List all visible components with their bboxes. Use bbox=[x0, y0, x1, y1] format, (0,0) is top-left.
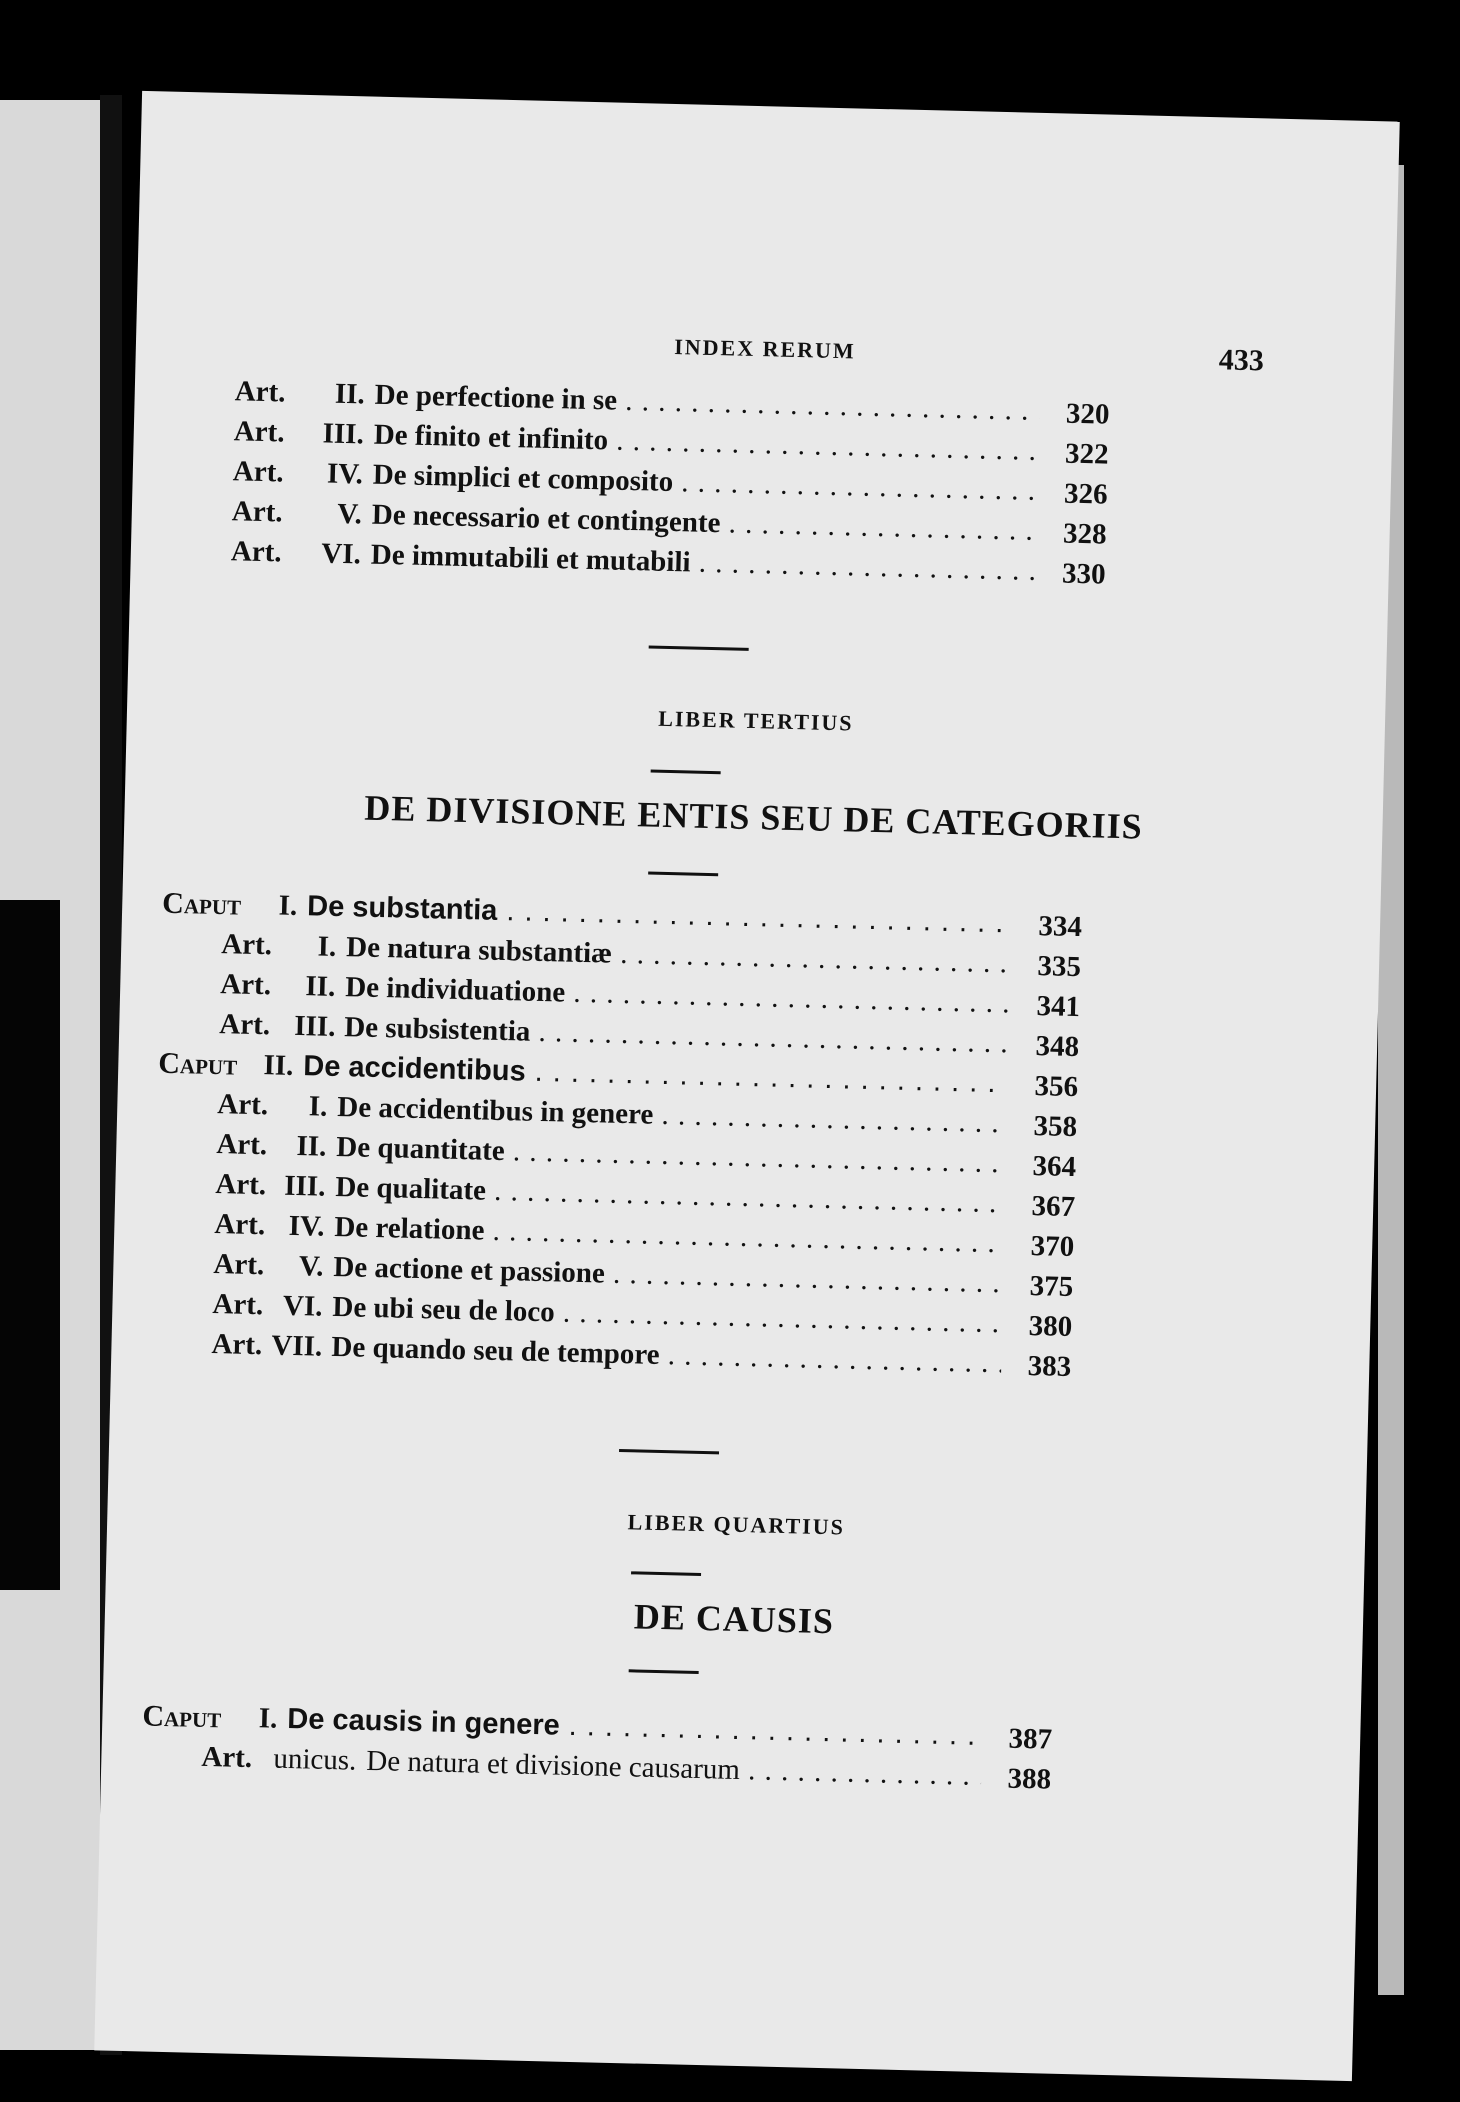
entry-number: II. bbox=[296, 1130, 327, 1163]
entry-number: V. bbox=[298, 1250, 324, 1283]
entry-page: 358 bbox=[1033, 1110, 1078, 1144]
entry-page: 341 bbox=[1036, 990, 1081, 1024]
entry-label: Art. bbox=[230, 535, 283, 569]
left-page-edge bbox=[0, 100, 108, 2050]
entry-number: VII. bbox=[271, 1329, 323, 1363]
entry-number: I. bbox=[317, 930, 337, 963]
entry-title: De subsistentia . . . bbox=[344, 1011, 1010, 1060]
entry-label: Art. bbox=[234, 375, 286, 409]
entry-number: IV. bbox=[288, 1209, 325, 1243]
entry-page: 356 bbox=[1034, 1070, 1079, 1104]
entry-label: Art. bbox=[232, 455, 284, 489]
toc-section-continued bbox=[130, 373, 1393, 604]
entry-label: Art. bbox=[214, 1208, 266, 1242]
section-rule bbox=[631, 1571, 701, 1576]
left-page-shadow bbox=[0, 900, 60, 1590]
entry-label: Art. bbox=[233, 415, 285, 449]
index-page bbox=[94, 91, 1400, 2081]
entry-number: V. bbox=[336, 497, 363, 531]
entry-label: Art. bbox=[201, 1740, 253, 1775]
entry-title: De perfectione in se . . . bbox=[374, 379, 1040, 428]
entry-label: Art. bbox=[216, 1128, 268, 1162]
entry-page: 326 bbox=[1063, 477, 1108, 511]
entry-page: 348 bbox=[1035, 1030, 1080, 1064]
book-title: DE DIVISIONE ENTIS SEU DE CATEGORIIS bbox=[363, 787, 1144, 847]
entry-number: I. bbox=[308, 1090, 328, 1123]
entry-title: De accidentibus in genere . . . bbox=[337, 1091, 1008, 1140]
entry-page: 328 bbox=[1062, 517, 1107, 551]
entry-page: 370 bbox=[1030, 1229, 1075, 1264]
entry-label: Art. bbox=[213, 1248, 265, 1282]
entry-title: De quantitate . . . bbox=[336, 1131, 1007, 1180]
entry-label: Art. bbox=[212, 1288, 264, 1322]
entry-label: Art. bbox=[211, 1327, 263, 1362]
entry-number: VI. bbox=[321, 537, 362, 571]
entry-title: De quando seu de tempore . . . bbox=[331, 1331, 1002, 1380]
entry-title: De qualitate . . . bbox=[335, 1171, 1006, 1220]
entry-number: I. bbox=[258, 1702, 278, 1735]
entry-title: De actione et passione . . . bbox=[333, 1251, 1004, 1300]
entry-page: 330 bbox=[1061, 557, 1106, 591]
entry-title: De immutabili et mutabili . . . bbox=[370, 539, 1036, 588]
entry-page: 383 bbox=[1027, 1349, 1072, 1384]
entry-title: De individuatione . . . bbox=[345, 971, 1011, 1020]
section-rule bbox=[648, 872, 718, 877]
entry-number: III. bbox=[283, 1169, 326, 1203]
entry-label: Art. bbox=[215, 1168, 267, 1202]
section-rule bbox=[619, 1449, 719, 1454]
entry-title: De finito et infinito . . . bbox=[373, 419, 1039, 468]
book-heading: LIBER QUARTIUS bbox=[627, 1509, 846, 1540]
entry-number: unicus. bbox=[273, 1742, 357, 1777]
running-head: INDEX RERUM bbox=[673, 334, 857, 364]
book-title: DE CAUSIS bbox=[633, 1596, 835, 1642]
entry-title: De accidentibus . . . bbox=[303, 1050, 1009, 1100]
entry-page: 367 bbox=[1031, 1189, 1076, 1224]
entry-page: 322 bbox=[1064, 437, 1109, 471]
entry-page: 335 bbox=[1037, 950, 1082, 984]
section-rule bbox=[649, 645, 749, 650]
entry-label: Art. bbox=[218, 1008, 271, 1042]
entry-number: II. bbox=[263, 1049, 294, 1082]
book-heading: LIBER TERTIUS bbox=[657, 705, 854, 736]
entry-number: IV. bbox=[326, 457, 364, 491]
page-number: 433 bbox=[1218, 343, 1265, 378]
entry-page: 375 bbox=[1029, 1269, 1074, 1304]
entry-number: I. bbox=[278, 889, 298, 922]
entry-title: De ubi seu de loco . . . bbox=[332, 1291, 1003, 1340]
entry-number: II. bbox=[305, 970, 336, 1003]
entry-title: De relatione . . . bbox=[334, 1211, 1005, 1260]
entry-page: 380 bbox=[1028, 1309, 1073, 1344]
section-rule bbox=[629, 1669, 699, 1674]
entry-title: De substantia . . . bbox=[307, 890, 1013, 940]
toc-liber-quartus bbox=[101, 1698, 1361, 1809]
entry-label: Caput bbox=[161, 886, 242, 922]
entry-title: De natura substantiæ . . . bbox=[346, 931, 1012, 980]
entry-label: Art. bbox=[231, 495, 283, 529]
entry-page: 320 bbox=[1065, 397, 1110, 431]
entry-number: III. bbox=[293, 1009, 336, 1043]
entry-page: 334 bbox=[1038, 910, 1083, 944]
section-rule bbox=[651, 770, 721, 775]
entry-page: 364 bbox=[1032, 1150, 1077, 1184]
entry-label: Art. bbox=[217, 1088, 269, 1122]
entry-page: 388 bbox=[1007, 1762, 1052, 1796]
entry-label: Caput bbox=[157, 1046, 238, 1082]
entry-label: Caput bbox=[142, 1699, 222, 1735]
entry-title: De natura et divisione causarum . . . bbox=[366, 1745, 982, 1793]
toc-liber-tertius bbox=[111, 886, 1380, 1397]
entry-page: 387 bbox=[1008, 1722, 1053, 1756]
entry-number: II. bbox=[334, 377, 366, 411]
entry-number: VI. bbox=[282, 1289, 323, 1323]
entry-title: De causis in genere . . . bbox=[287, 1703, 983, 1753]
entry-label: Art. bbox=[220, 928, 273, 962]
entry-title: De simplici et composito . . . bbox=[372, 459, 1038, 508]
entry-title: De necessario et contingente . . . bbox=[371, 499, 1037, 548]
entry-number: III. bbox=[322, 417, 365, 451]
entry-label: Art. bbox=[219, 968, 272, 1002]
